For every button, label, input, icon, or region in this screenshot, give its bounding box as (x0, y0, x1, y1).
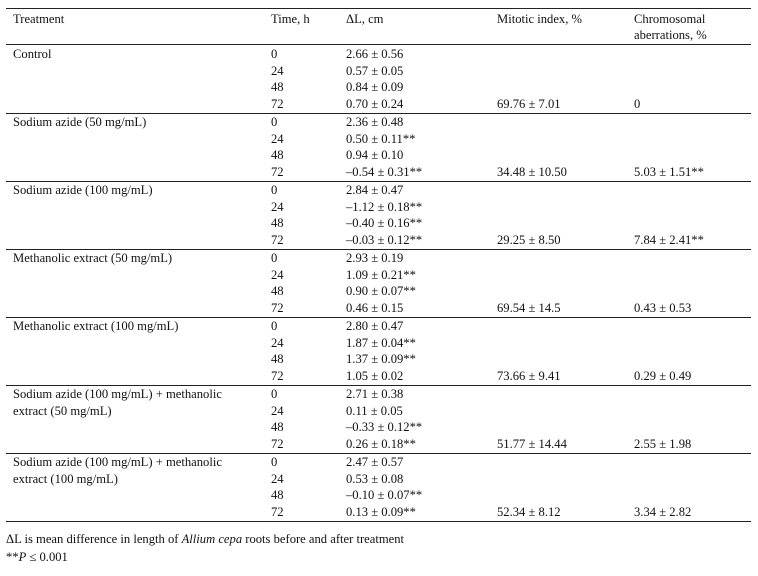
mitotic-index-cell: 73.66 ± 9.41 (497, 368, 561, 383)
time-cell: 24 (271, 335, 284, 350)
delta-l-cell: –1.12 ± 0.18** (346, 199, 423, 214)
time-cell: 0 (271, 115, 278, 129)
time-cell: 48 (271, 420, 284, 434)
time-cell: 24 (271, 63, 284, 78)
time-cell: 72 (271, 300, 284, 315)
time-cell: 0 (271, 455, 278, 469)
time-cell: 72 (271, 368, 284, 383)
header-chromosomal-aberrations (634, 11, 707, 43)
header-time: Time, h (271, 12, 310, 26)
delta-l-cell: 1.09 ± 0.21** (346, 267, 416, 282)
delta-l-cell: 0.94 ± 0.10 (346, 148, 404, 162)
delta-l-cell: 2.84 ± 0.47 (346, 183, 404, 197)
time-cell: 48 (271, 488, 284, 502)
mitotic-index-cell: 69.54 ± 14.5 (497, 300, 561, 315)
footnote-delta-suffix: roots before and after treatment (242, 532, 405, 546)
header-bottom-rule (6, 44, 751, 45)
treatment-label: Methanolic extract (100 mg/mL) (13, 319, 179, 333)
footnote-species: Allium cepa (181, 532, 243, 546)
footnote-delta-prefix: ΔL is mean difference in length of (6, 532, 182, 546)
treatment-label: Sodium azide (100 mg/mL) + methanolic (13, 387, 222, 401)
delta-l-cell: 0.90 ± 0.07** (346, 284, 416, 298)
delta-l-cell: 0.50 ± 0.11** (346, 131, 416, 146)
time-cell: 0 (271, 319, 278, 333)
time-cell: 24 (271, 267, 284, 282)
treatment-label: Methanolic extract (50 mg/mL) (13, 251, 173, 265)
time-cell: 72 (271, 504, 284, 519)
table-top-rule (6, 8, 751, 9)
treatment-label: Sodium azide (100 mg/mL) + methanolic (13, 455, 222, 469)
chromosomal-aberrations-cell: 0.29 ± 0.49 (634, 368, 692, 383)
delta-l-cell: 0.70 ± 0.24 (346, 96, 404, 111)
time-cell: 0 (271, 251, 278, 265)
delta-l-cell: 1.87 ± 0.04** (346, 335, 416, 350)
delta-l-cell: 1.05 ± 0.02 (346, 368, 404, 383)
group-separator-rule (6, 521, 751, 522)
time-cell: 48 (271, 284, 284, 298)
time-cell: 72 (271, 232, 284, 247)
delta-l-cell: 0.26 ± 0.18** (346, 436, 416, 451)
treatment-label: Sodium azide (100 mg/mL) (13, 183, 153, 197)
header-delta-l: ΔL, cm (346, 12, 384, 26)
delta-l-cell: –0.03 ± 0.12** (346, 232, 423, 247)
treatment-label: Sodium azide (50 mg/mL) (13, 115, 147, 129)
delta-l-cell: –0.40 ± 0.16** (346, 216, 423, 230)
delta-l-cell: 2.66 ± 0.56 (346, 47, 404, 61)
delta-l-cell: 0.46 ± 0.15 (346, 300, 404, 315)
time-cell: 48 (271, 80, 284, 94)
treatment-label: extract (50 mg/mL) (13, 403, 112, 418)
mitotic-index-cell: 52.34 ± 8.12 (497, 504, 561, 519)
footnote-p: P (18, 550, 27, 564)
mitotic-index-cell: 34.48 ± 10.50 (497, 164, 567, 179)
mitotic-index-cell: 29.25 ± 8.50 (497, 232, 561, 247)
time-cell: 0 (271, 387, 278, 401)
time-cell: 0 (271, 47, 278, 61)
chromosomal-aberrations-cell: 0 (634, 96, 641, 111)
footnote-stars: ** (6, 550, 19, 564)
time-cell: 24 (271, 471, 284, 486)
delta-l-cell: 0.11 ± 0.05 (346, 403, 403, 418)
delta-l-cell: 2.80 ± 0.47 (346, 319, 404, 333)
time-cell: 72 (271, 96, 284, 111)
footnote-delta-definition (6, 531, 404, 547)
header-mitotic-index: Mitotic index, % (497, 12, 582, 26)
delta-l-cell: 0.57 ± 0.05 (346, 63, 404, 78)
footnote-threshold: ≤ 0.001 (26, 550, 68, 564)
time-cell: 0 (271, 183, 278, 197)
chromosomal-aberrations-cell: 7.84 ± 2.41** (634, 232, 704, 247)
delta-l-cell: 2.93 ± 0.19 (346, 251, 404, 265)
time-cell: 24 (271, 131, 284, 146)
delta-l-cell: 0.53 ± 0.08 (346, 471, 404, 486)
delta-l-cell: 2.47 ± 0.57 (346, 455, 404, 469)
delta-l-cell: –0.10 ± 0.07** (346, 488, 423, 502)
delta-l-cell: –0.54 ± 0.31** (346, 164, 423, 179)
delta-l-cell: 1.37 ± 0.09** (346, 352, 416, 366)
header-chromosomal-line1: Chromosomal (634, 12, 706, 26)
time-cell: 72 (271, 436, 284, 451)
mitotic-index-cell: 69.76 ± 7.01 (497, 96, 561, 111)
time-cell: 48 (271, 352, 284, 366)
treatment-label: Control (13, 47, 52, 61)
delta-l-cell: 0.84 ± 0.09 (346, 80, 404, 94)
time-cell: 24 (271, 199, 284, 214)
delta-l-cell: –0.33 ± 0.12** (346, 420, 423, 434)
header-treatment: Treatment (13, 12, 65, 26)
chromosomal-aberrations-cell: 0.43 ± 0.53 (634, 300, 692, 315)
header-chromosomal-line2: aberrations, % (634, 28, 707, 42)
delta-l-cell: 2.36 ± 0.48 (346, 115, 404, 129)
time-cell: 72 (271, 164, 284, 179)
chromosomal-aberrations-cell: 5.03 ± 1.51** (634, 164, 704, 179)
delta-l-cell: 2.71 ± 0.38 (346, 387, 404, 401)
footnote-significance (6, 549, 68, 565)
time-cell: 48 (271, 148, 284, 162)
chromosomal-aberrations-cell: 2.55 ± 1.98 (634, 436, 692, 451)
mitotic-index-cell: 51.77 ± 14.44 (497, 436, 567, 451)
time-cell: 48 (271, 216, 284, 230)
chromosomal-aberrations-cell: 3.34 ± 2.82 (634, 504, 692, 519)
treatment-label: extract (100 mg/mL) (13, 471, 118, 486)
time-cell: 24 (271, 403, 284, 418)
delta-l-cell: 0.13 ± 0.09** (346, 504, 416, 519)
